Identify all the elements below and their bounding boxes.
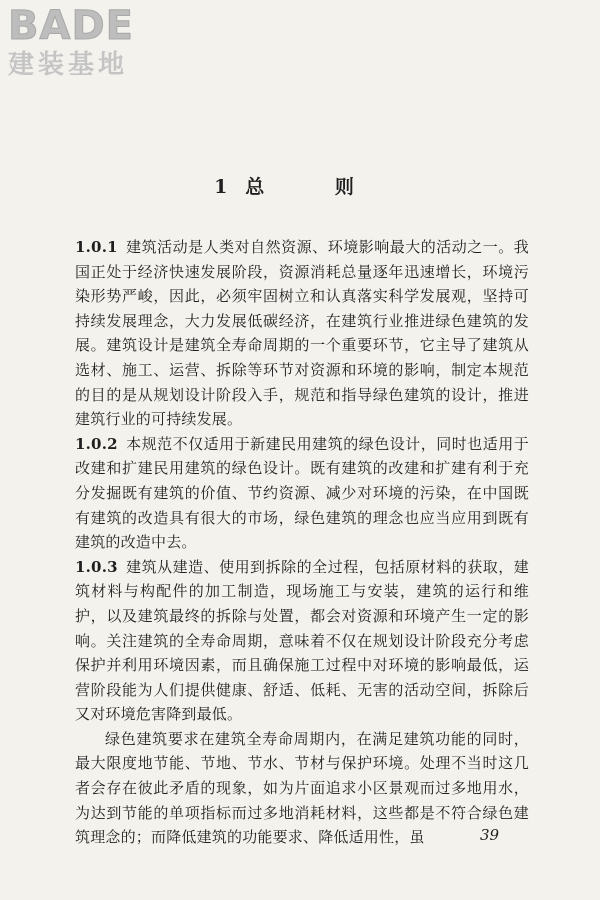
- clause-text: 建筑从建造、使用到拆除的全过程，包括原材料的获取，建筑材料与构配件的加工制造，现场施工与安装，建筑的运行和维护，以及建筑最终的拆除与处置，都会对资源和环境产生一定的影响。关注建筑的全寿命周期，意味着不仅在规划设计阶段充分考虑保护并利用环境因素，而且确保施工过程中对环境的影响最低，运营阶段能为人们提供健康、舒适、低耗、无害的活动空间，拆除后又对环境危害降到最低。: [75, 557, 529, 724]
- page-number: 39: [480, 826, 500, 844]
- clause-number: 1.0.1: [75, 238, 118, 256]
- clause-paragraph: [75, 235, 529, 432]
- clause-text: 本规范不仅适用于新建民用建筑的绿色设计，同时也适用于改建和扩建民用建筑的绿色设计。既有建筑的改建和扩建有利于充分发掘既有建筑的价值、节约资源、减少对环境的污染，在中国既有建筑的改造具有很大的市场，绿色建筑的理念也应当应用到既有建筑的改造中去。: [75, 434, 529, 552]
- chapter-number: 1: [214, 176, 228, 198]
- clause-number: 1.0.2: [75, 434, 118, 453]
- clause-paragraph: [75, 555, 529, 727]
- chapter-title: 总 则: [245, 176, 386, 198]
- clause-paragraph: [75, 432, 529, 555]
- chapter-heading: [0, 172, 600, 199]
- logo-brand-cn: 建装基地: [8, 50, 129, 80]
- clause-text: 建筑活动是人类对自然资源、环境影响最大的活动之一。我国正处于经济快速发展阶段，资源消耗总量逐年迅速增长，环境污染形势严峻，因此，必须牢固树立和认真落实科学发展观，坚持可持续发展理念，大力发展低碳经济，在建筑行业推进绿色建筑的发展。建筑设计是建筑全寿命周期的一个重要环节，它主导了建筑从选材、施工、运营、拆除等环节对资源和环境的影响，制定本规范的目的是从规划设计阶段入手，规范和指导绿色建筑的设计，推进建筑行业的可持续发展。: [75, 238, 529, 429]
- body-text: [75, 235, 529, 850]
- logo-brand-en: BADE: [8, 3, 134, 49]
- clause-number: 1.0.3: [75, 557, 118, 576]
- watermark-logo: [8, 4, 178, 80]
- continuation-paragraph: 绿色建筑要求在建筑全寿命周期内，在满足建筑功能的同时，最大限度地节能、节地、节水、节材与保护环境。处理不当时这几者会存在彼此矛盾的现象，如为片面追求小区景观而过多地用水，为达到节能的单项指标而过多地消耗材料，这些都是不符合绿色建筑理念的；而降低建筑的功能要求、降低适用性，虽: [75, 729, 529, 847]
